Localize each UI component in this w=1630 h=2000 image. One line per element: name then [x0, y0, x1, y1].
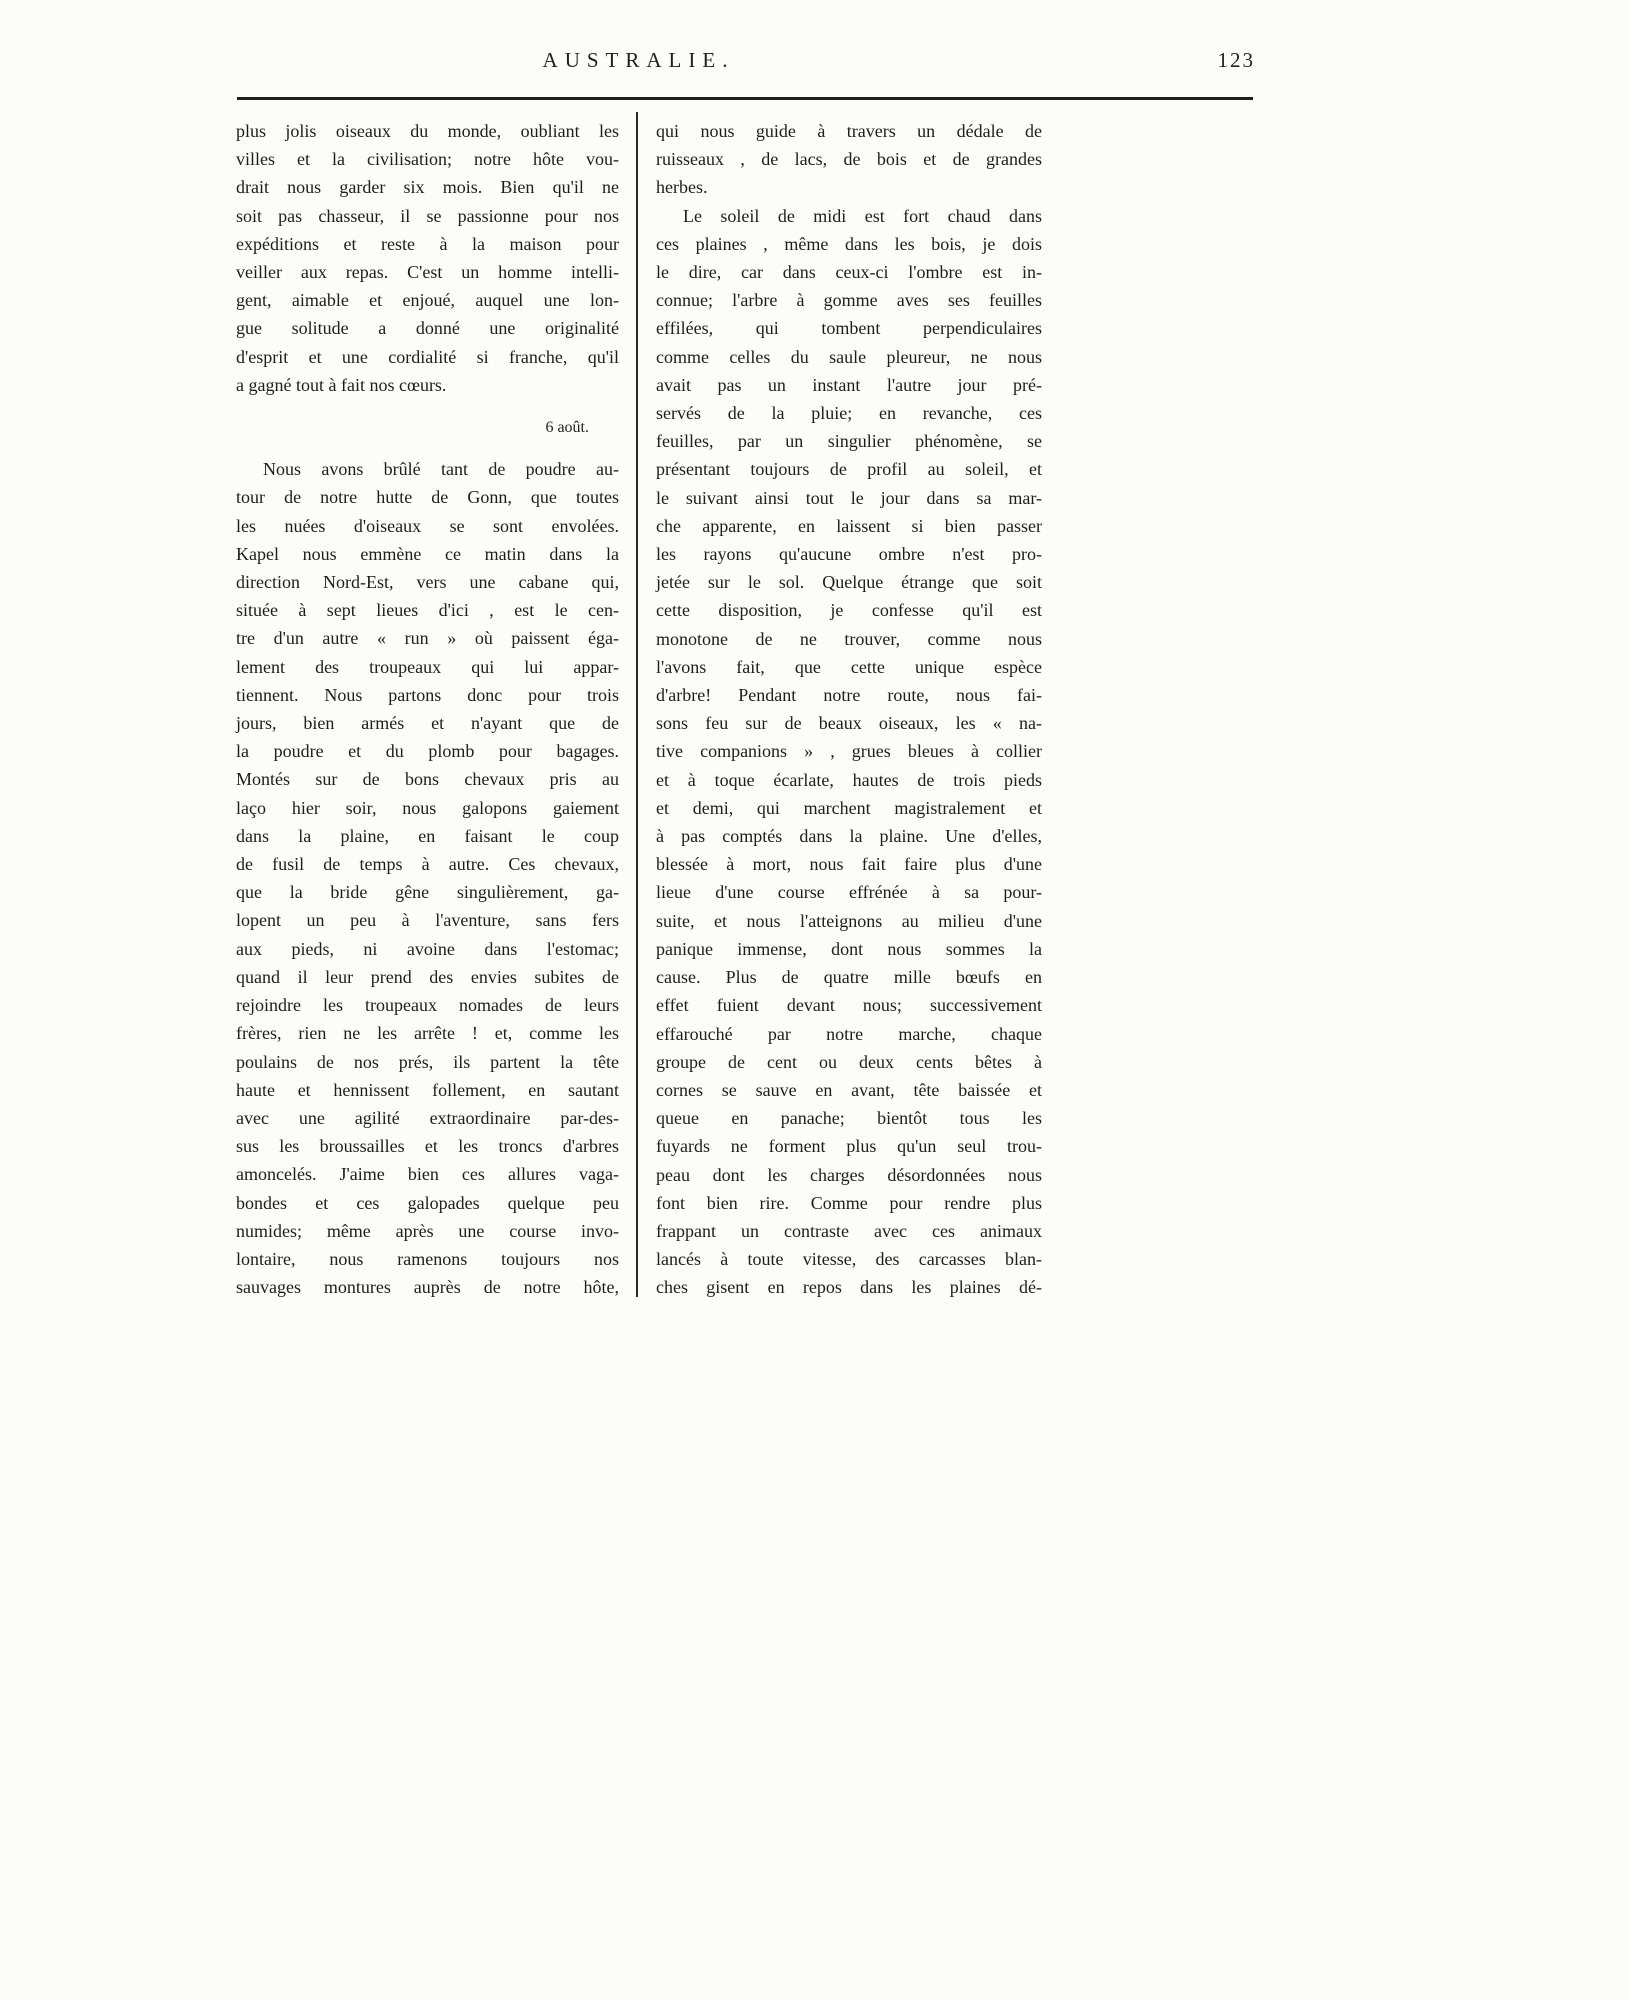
text-line: Le soleil de midi est fort chaud dans	[683, 205, 1042, 226]
text-line: blessée à mort, nous fait faire plus d'une	[656, 854, 1042, 875]
text-line: connue; l'arbre à gomme aves ses feuilles	[656, 290, 1042, 311]
paragraph	[656, 117, 1042, 202]
text-line: gent, aimable et enjoué, auquel une lon-	[236, 290, 619, 311]
page-number: 123	[1217, 48, 1255, 72]
text-line: que la bride gêne singulièrement, ga-	[236, 882, 619, 903]
text-line: quand il leur prend des envies subites de	[236, 966, 619, 987]
text-line: dans la plaine, en faisant le coup	[236, 825, 619, 846]
text-column-right	[656, 117, 1042, 1302]
text-line: expéditions et reste à la maison pour	[236, 233, 619, 254]
text-line: et à toque écarlate, hautes de trois pieds	[656, 769, 1042, 790]
text-line: cette disposition, je confesse qu'il est	[656, 600, 1042, 621]
running-head-title: AUSTRALIE.	[542, 48, 735, 72]
text-line: rejoindre les troupeaux nomades de leurs	[236, 995, 619, 1016]
text-line: le suivant ainsi tout le jour dans sa mar-	[656, 487, 1042, 508]
text-line: gue solitude a donné une originalité	[236, 318, 619, 339]
text-line: d'arbre! Pendant notre route, nous fai-	[656, 685, 1042, 706]
text-line: Montés sur de bons chevaux pris au	[236, 769, 619, 790]
text-line: les nuées d'oiseaux se sont envolées.	[236, 515, 619, 536]
text-line: la poudre et du plomb pour bagages.	[236, 741, 619, 762]
text-line: aux pieds, ni avoine dans l'estomac;	[236, 938, 619, 959]
text-line: comme celles du saule pleureur, ne nous	[656, 346, 1042, 367]
paragraph	[236, 455, 619, 1301]
paragraph	[656, 202, 1042, 1302]
date-line: 6 août.	[545, 419, 589, 437]
column-divider-rule	[636, 112, 638, 1297]
text-line: veiller aux repas. C'est un homme intelli-	[236, 262, 619, 283]
text-line: Nous avons brûlé tant de poudre au-	[263, 459, 619, 480]
text-line: drait nous garder six mois. Bien qu'il ne	[236, 177, 619, 198]
text-line: haute et hennissent follement, en sautant	[236, 1079, 619, 1100]
text-line: et demi, qui marchent magistralement et	[656, 797, 1042, 818]
text-line: tiennent. Nous partons donc pour trois	[236, 684, 619, 705]
text-line: d'esprit et une cordialité si franche, qu'il	[236, 346, 619, 367]
text-line: lontaire, nous ramenons toujours nos	[236, 1248, 619, 1269]
text-line: avait pas un instant l'autre jour pré-	[656, 374, 1042, 395]
text-line: de fusil de temps à autre. Ces chevaux,	[236, 854, 619, 875]
text-line: cornes se sauve en avant, tête baissée et	[656, 1079, 1042, 1100]
text-line: plus jolis oiseaux du monde, oubliant les	[236, 121, 619, 141]
text-line: amoncelés. J'aime bien ces allures vaga-	[236, 1164, 619, 1185]
text-line: sauvages montures auprès de notre hôte,	[236, 1277, 619, 1298]
text-line: l'avons fait, que cette unique espèce	[656, 656, 1042, 677]
text-line: poulains de nos prés, ils partent la tête	[236, 1051, 619, 1072]
text-line: bondes et ces galopades quelque peu	[236, 1192, 619, 1213]
text-line: suite, et nous l'atteignons au milieu d'une	[656, 910, 1042, 931]
text-line: avec une agilité extraordinaire par-des-	[236, 1107, 619, 1128]
text-line: servés de la pluie; en revanche, ces	[656, 403, 1042, 424]
text-line: direction Nord-Est, vers une cabane qui,	[236, 572, 619, 593]
text-line: feuilles, par un singulier phénomène, se	[656, 431, 1042, 452]
text-line: Kapel nous emmène ce matin dans la	[236, 543, 619, 564]
text-line: soit pas chasseur, il se passionne pour nos	[236, 205, 619, 226]
text-line: panique immense, dont nous sommes la	[656, 938, 1042, 959]
text-line: tre d'un autre « run » où paissent éga-	[236, 628, 619, 649]
text-line: frappant un contraste avec ces animaux	[656, 1220, 1042, 1241]
text-line: frères, rien ne les arrête ! et, comme les	[236, 1023, 619, 1044]
text-line: le dire, car dans ceux-ci l'ombre est in-	[656, 262, 1042, 283]
text-line: che apparente, en laissent si bien passer	[656, 515, 1042, 536]
text-line: monotone de ne trouver, comme nous	[656, 628, 1042, 649]
text-line: villes et la civilisation; notre hôte vou-	[236, 149, 619, 170]
text-line: ruisseaux , de lacs, de bois et de grandes	[656, 149, 1042, 170]
text-line: groupe de cent ou deux cents bêtes à	[656, 1051, 1042, 1072]
text-line: sons feu sur de beaux oiseaux, les « na-	[656, 713, 1042, 734]
text-line: effilées, qui tombent perpendiculaires	[656, 318, 1042, 339]
text-line: effarouché par notre marche, chaque	[656, 1023, 1042, 1044]
text-line: lopent un peu à l'aventure, sans fers	[236, 910, 619, 931]
paragraph	[236, 117, 619, 399]
text-line: font bien rire. Comme pour rendre plus	[656, 1192, 1042, 1213]
header-rule	[237, 97, 1253, 100]
text-line: lieue d'une course effrénée à sa pour-	[656, 882, 1042, 903]
text-line: a gagné tout à fait nos cœurs.	[236, 374, 447, 395]
text-line: queue en panache; bientôt tous les	[656, 1108, 1042, 1129]
text-line: effet fuient devant nous; successivement	[656, 995, 1042, 1016]
text-line: jetée sur le sol. Quelque étrange que soit	[656, 572, 1042, 593]
text-line: située à sept lieues d'ici , est le cen-	[236, 600, 619, 621]
text-line: ces plaines , même dans les bois, je dois	[656, 233, 1042, 254]
text-line: présentant toujours de profil au soleil, et	[656, 459, 1042, 480]
text-line: à pas comptés dans la plaine. Une d'elles,	[656, 826, 1042, 847]
text-line: sus les broussailles et les troncs d'arbres	[236, 1136, 619, 1157]
text-line: les rayons qu'aucune ombre n'est pro-	[656, 544, 1042, 565]
text-line: peau dont les charges désordonnées nous	[656, 1164, 1042, 1185]
text-line: herbes.	[656, 177, 708, 198]
text-line: cause. Plus de quatre mille bœufs en	[656, 967, 1042, 988]
text-line: tive companions » , grues bleues à collier	[656, 741, 1042, 762]
text-line: ches gisent en repos dans les plaines dé-	[656, 1277, 1042, 1298]
text-line: lement des troupeaux qui lui appar-	[236, 656, 619, 677]
text-line: lancés à toute vitesse, des carcasses blan-	[656, 1249, 1042, 1270]
text-line: tour de notre hutte de Gonn, que toutes	[236, 487, 619, 508]
text-line: qui nous guide à travers un dédale de	[656, 121, 1042, 141]
text-column-left	[236, 117, 619, 1301]
text-line: numides; même après une course invo-	[236, 1220, 619, 1241]
text-line: jours, bien armés et n'ayant que de	[236, 713, 619, 734]
text-line: fuyards ne forment plus qu'un seul trou-	[656, 1136, 1042, 1157]
text-line: laço hier soir, nous galopons gaiement	[236, 797, 619, 818]
